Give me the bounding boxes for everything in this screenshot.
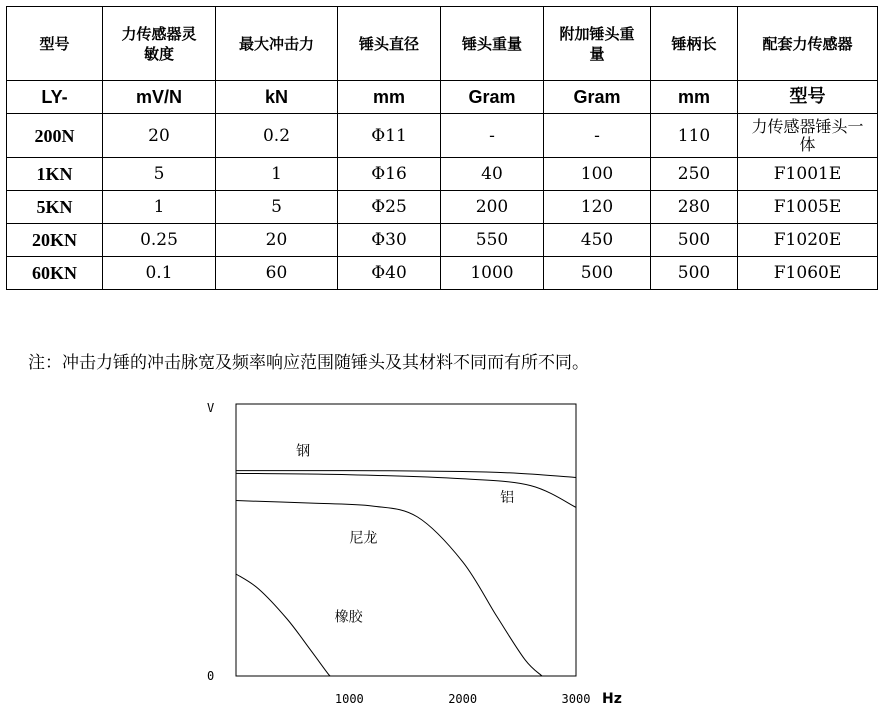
table-cell: 500 — [651, 224, 738, 257]
table-cell: 1 — [103, 191, 216, 224]
table-cell: 20 — [103, 114, 216, 158]
table-row — [7, 114, 878, 158]
plot-frame — [236, 404, 576, 676]
header-cell: 型号 — [7, 7, 103, 81]
table-cell: 550 — [441, 224, 544, 257]
steel-curve — [236, 471, 576, 478]
x-axis-label: Hz — [602, 691, 622, 707]
header-row — [7, 7, 878, 81]
nylon-curve — [236, 501, 542, 676]
model-cell: 20KN — [7, 224, 103, 257]
table-cell: Φ25 — [338, 191, 441, 224]
table-cell: F1001E — [738, 158, 878, 191]
table-cell: Φ11 — [338, 114, 441, 158]
x-tick-label: 1000 — [334, 692, 364, 706]
unit-cell: Gram — [544, 81, 651, 114]
footnote: 注：冲击力锤的冲击脉宽及频率响应范围随锤头及其材料不同而有所不同。 — [28, 353, 589, 373]
unit-cell: Gram — [441, 81, 544, 114]
unit-cell: LY- — [7, 81, 103, 114]
table-cell: F1020E — [738, 224, 878, 257]
header-cell: 最大冲击力 — [216, 7, 338, 81]
table-cell: 100 — [544, 158, 651, 191]
nylon-label: 尼龙 — [349, 530, 378, 547]
header-cell: 配套力传感器 — [738, 7, 878, 81]
unit-cell: 型号 — [738, 81, 878, 114]
unit-cell: mV/N — [103, 81, 216, 114]
aluminum-label: 铝 — [500, 489, 515, 506]
model-cell: 60KN — [7, 257, 103, 290]
x-tick-label: 3000 — [561, 692, 591, 706]
rubber-label: 橡胶 — [334, 609, 363, 626]
table-cell: 5 — [103, 158, 216, 191]
table-cell: 40 — [441, 158, 544, 191]
table-cell: Φ30 — [338, 224, 441, 257]
table-cell: 450 — [544, 224, 651, 257]
table-cell: 500 — [651, 257, 738, 290]
table-row — [7, 224, 878, 257]
header-cell: 锤柄长 — [651, 7, 738, 81]
table-cell: 0.2 — [216, 114, 338, 158]
spec-table — [6, 6, 878, 290]
table-cell: 200 — [441, 191, 544, 224]
header-cell: 力传感器灵敏度 — [103, 7, 216, 81]
table-cell: 500 — [544, 257, 651, 290]
table-cell: 20 — [216, 224, 338, 257]
table-cell: 0.25 — [103, 224, 216, 257]
table-cell: 110 — [651, 114, 738, 158]
header-cell: 附加锤头重量 — [544, 7, 651, 81]
table-cell: 60 — [216, 257, 338, 290]
table-cell: 1 — [216, 158, 338, 191]
unit-row — [7, 81, 878, 114]
unit-cell: kN — [216, 81, 338, 114]
table-cell: Φ40 — [338, 257, 441, 290]
x-tick-label: 2000 — [448, 692, 478, 706]
model-cell: 1KN — [7, 158, 103, 191]
aluminum-curve — [236, 473, 576, 507]
table-row — [7, 257, 878, 290]
table-cell: F1060E — [738, 257, 878, 290]
table-cell: Φ16 — [338, 158, 441, 191]
unit-cell: mm — [338, 81, 441, 114]
table-cell: 120 — [544, 191, 651, 224]
steel-label: 钢 — [296, 443, 311, 460]
table-cell: 280 — [651, 191, 738, 224]
rubber-curve — [236, 574, 330, 676]
table-cell: 250 — [651, 158, 738, 191]
model-cell: 200N — [7, 114, 103, 158]
model-cell: 5KN — [7, 191, 103, 224]
y-axis-label: V — [207, 401, 215, 415]
table-cell: - — [441, 114, 544, 158]
table-cell: 力传感器锤头一体 — [738, 114, 878, 158]
table-cell: 1000 — [441, 257, 544, 290]
header-cell: 锤头重量 — [441, 7, 544, 81]
table-cell: F1005E — [738, 191, 878, 224]
table-cell: 5 — [216, 191, 338, 224]
table-cell: - — [544, 114, 651, 158]
unit-cell: mm — [651, 81, 738, 114]
table-row — [7, 191, 878, 224]
y-tick-label: 0 — [207, 669, 215, 683]
table-cell: 0.1 — [103, 257, 216, 290]
table-row — [7, 158, 878, 191]
header-cell: 锤头直径 — [338, 7, 441, 81]
